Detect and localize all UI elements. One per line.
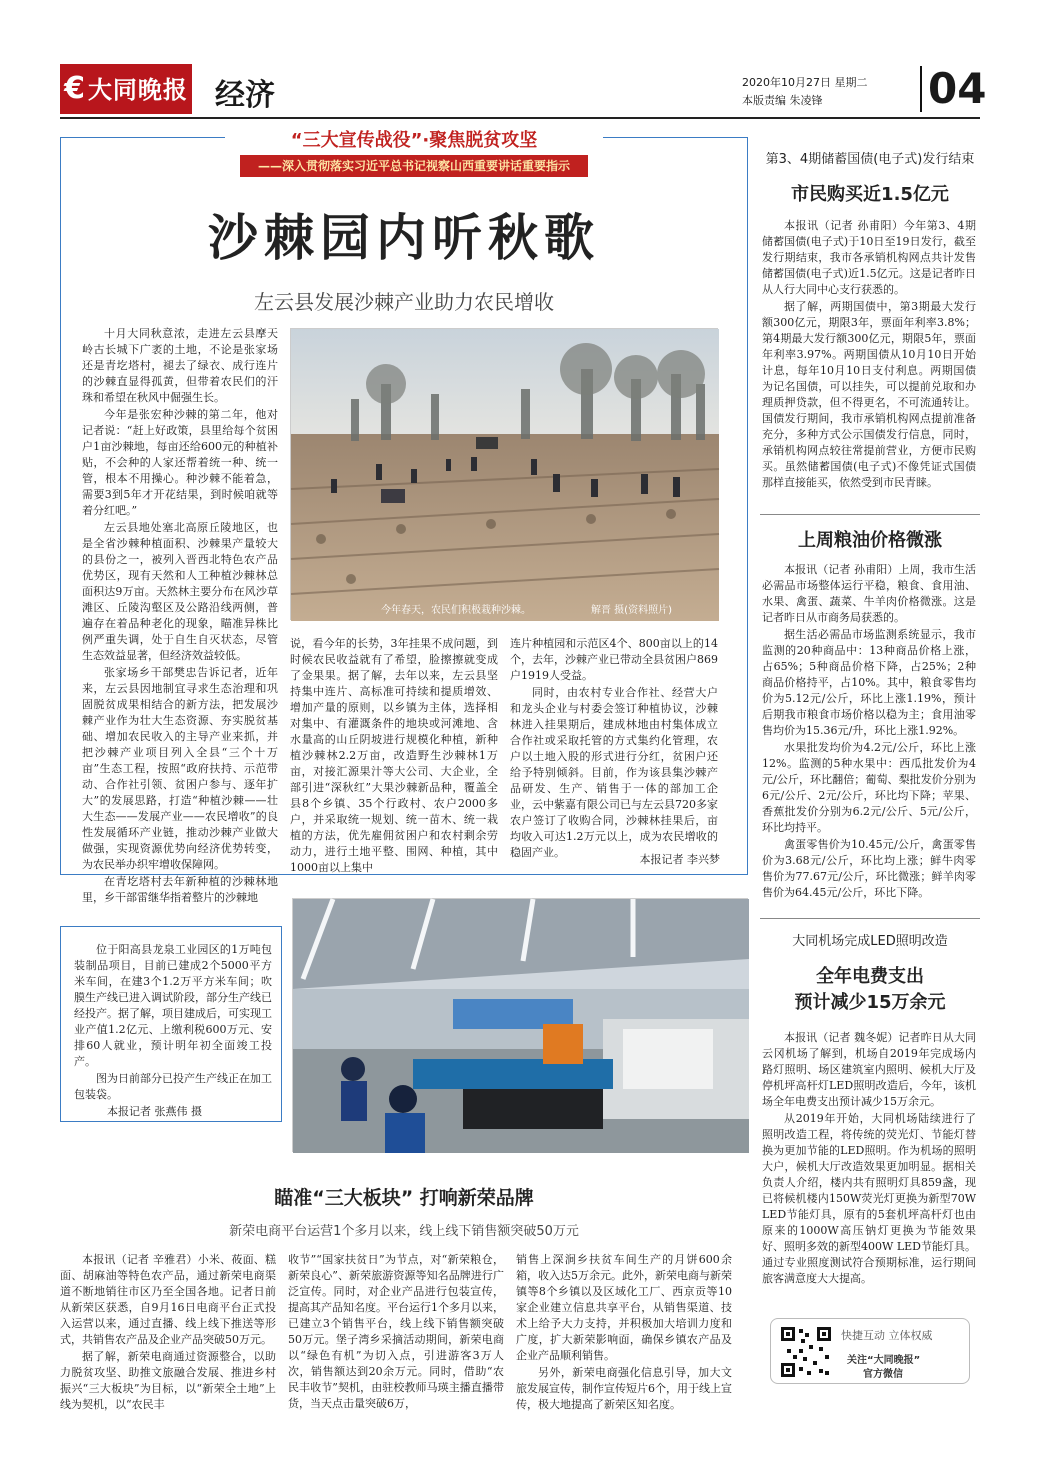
paragraph: 十月大同秋意浓，走进左云县摩天岭古长城下广袤的土地，不论是张家场还是青圪塔村，褪去了绿衣、成行连片的沙棘直显得孤黄，但带着农民们的汗珠和希望在秋风中倔强生长。 — [82, 327, 278, 404]
photo-credit: 解晋 摄(资料照片) — [591, 605, 672, 616]
airport-article — [762, 1030, 976, 1310]
editor-line: 本版责编 朱凌锋 — [742, 94, 823, 107]
paragraph: 从2019年开始，大同机场陆续进行了照明改造工程，将传统的荧光灯、节能灯替换为更加节能的LED照明。作为机场的照明大户，候机大厅改造效果更加明显。据相关负责人介绍，楼内共有照明灯具859盏，现已将候机楼内150W荧光灯更换为新型70W LED节能灯具，原有的5套机坪高杆灯也由原来的1000W高压钠灯更换为节能效果好、照明多效的新型400W LED节能灯具。通过专业照度测试符合预期标准，运行期间旅客满意度大大提高。 — [762, 1112, 976, 1285]
paragraph: 图为日前部分已投产生产线正在加工包装袋。 — [74, 1072, 272, 1101]
paragraph: 连片种植园和示范区4个、800亩以上的14个，去年，沙棘产业已带动全县贫困户869户1919人受益。 — [510, 637, 718, 682]
bottom-column-3 — [516, 1252, 732, 1428]
paragraph: 据了解，新荣电商通过资源整合，以助力脱贫攻坚、助推文旅融合发展、推进乡村振兴“三大板块”为目标，以“新荣全土地”上线为契机，以“农民丰 — [60, 1350, 276, 1411]
paragraph: 销售上深涧乡扶贫车间生产的月饼600余箱，收入达5万余元。此外，新荣电商与新荣镇等8个乡镇以及区域化工厂、西京贡等10家企业建立信息共享平台，从销售渠道、技术上给予大力支持，并积极加大培训力度和广度，扩大新荣影响面，确保乡镇农产品及企业产品顺利销售。 — [516, 1253, 732, 1362]
grain-oil-headline: 上周粮油价格微涨 — [798, 530, 942, 551]
photo-caption: 今年春天，农民们积极栽种沙棘。 — [381, 605, 531, 616]
qr-line1: 关注“大同晚报” — [847, 1355, 921, 1366]
masthead-rule — [60, 117, 980, 119]
paragraph: 本报讯（记者 辛雅君）小米、莜面、糕面、胡麻油等特色农产品，通过新荣电商渠道不断地销往市区乃至全国各地。记者日前从新荣区获悉，自9月16日电商平台正式投入运营以来，通过直播、线上线下推送等形式，共销售农产品及企业产品突破50万元。 — [60, 1253, 276, 1346]
qr-line2: 官方微信 — [863, 1369, 903, 1380]
paragraph: 据生活必需品市场监测系统显示，我市监测的20种商品中：13种商品价格上涨，占65%；5种商品价格下降，占25%；2种商品价格持平，占10%。其中，粮食零售均价为5.12元/公斤，环比上涨1.19%，预计后期我市粮食市场价格以稳为主；食用油零售均价为15.36元/升，环比上涨1.92%。 — [762, 628, 976, 737]
paragraph: 禽蛋零售价为10.45元/公斤，禽蛋零售价为3.68元/公斤，环比均上涨；鲜牛肉零售价为77.67元/公斤，环比微涨；鲜羊肉零售价为64.45元/公斤，环比下降。 — [762, 838, 976, 899]
airport-kicker: 大同机场完成LED照明改造 — [792, 934, 948, 949]
paragraph: 本报讯（记者 孙甫阳）今年第3、4期储蓄国债(电子式)于10日至19日发行，截至发行期结束，我市各承销机构网点共计发售储蓄国债(电子式)近1.5亿元。这是记者昨日从人行大同中心支行获悉的。 — [762, 219, 976, 296]
paragraph: 张家场乡干部樊忠告诉记者，近年来，左云县因地制宜寻求生态治理和巩固脱贫成果相结合的新方法，把发展沙棘产业作为壮大生态资源、夯实脱贫基础、增加农民收入的主导产业来抓，并把沙棘产业项目列入全县“三个十万亩”生态工程，按照“政府扶持、示范带动、合作社引领、贫困户参与、逐年扩大”的发展思路，打造“种植沙棘——壮大生态——发展产业——农民增收”的良性发展循环产业链，推动沙棘产业做大做强，实现资源优势向经济优势转变，为农民举办织牢增收保障网。 — [82, 666, 278, 871]
column-divider — [760, 918, 980, 919]
feature-byline: 本报记者 李兴梦 — [639, 853, 720, 866]
paragraph: 水果批发均价为4.2元/公斤，环比上涨12%。监测的5种水果中：西瓜批发价为4元/公斤，环比翻倍；葡萄、梨批发价分别为6元/公斤、2元/公斤，环比均下降；苹果、香蕉批发价分别为6.2元/公斤、5元/公斤，环比均持平。 — [762, 741, 976, 834]
airport-headline-line1: 全年电费支出 — [816, 966, 924, 987]
column-divider — [760, 514, 980, 515]
feature-headline: 沙棘园内听秋歌 — [208, 209, 600, 267]
qr-code-icon[interactable] — [779, 1325, 833, 1379]
paragraph: 同时，由农村专业合作社、经营大户和龙头企业与村委会签订种植协议，沙棘林进入挂果期后，建成林地由村集体成立合作社或采取托管的方式集约化管理，农户以土地入股的形式进行分红，贫困户还给予特别倾斜。目前，作为该县集沙棘产品研发、生产、销售于一体的部加工企业，云中紫嘉有限公司已与左云县720多家农户签订了收购合同，沙棘林挂果后，亩均收入可达1.2万元以上，成为农民增收的稳固产业。 — [510, 686, 718, 859]
feature-column-3 — [510, 636, 718, 859]
factory-story-text — [74, 942, 272, 1118]
paragraph: 左云县地处塞北高原丘陵地区，也是全省沙棘种植面积、沙棘果产量较大的县份之一，被列入晋西北特色农产品优势区，现有天然和人工种植沙棘林总面积达9万亩。天然林主要分布在风沙草滩区、丘陵沟壑区及公路沿线两侧，普遍存在着品种老化的现象，瞄准异株比例严重失调，处于自生自灭状态，尽管生态效益显著，但经济效益较低。 — [82, 521, 278, 662]
wechat-qr-panel — [770, 1318, 970, 1384]
masthead-info — [742, 74, 868, 110]
paragraph: 另外，新荣电商强化信息引导，加大文旅发展宣传，制作宣传短片6个，用于线上宣传，极大地提高了新荣区知名度。 — [516, 1366, 732, 1411]
qr-title: 快捷互动 立体权威 — [841, 1329, 933, 1342]
bottom-column-1 — [60, 1252, 276, 1428]
paragraph: 收节”“国家扶贫日”为节点，对“新荣粮仓，新荣良心”、新荣旅游资源等知名品牌进行广泛宣传。同时，对企业产品进行包装宣传，提高其产品知名度。平台运行1个多月以来，已建立3个销售平台，线上线下销售额突破50万元。堡子湾乡采摘活动期间，新荣电商以“绿色有机”为切入点，引进游客3万人次，销售额达到20余万元。同时，借助“农民丰收节”契机，由驻校教师马瑛主播直播带货，当天点击量突破6万， — [288, 1253, 504, 1410]
bond-kicker: 第3、4期储蓄国债(电子式)发行结束 — [765, 152, 975, 167]
feature-column-1 — [82, 326, 278, 904]
feature-subhead: 左云县发展沙棘产业助力农民增收 — [254, 290, 554, 314]
logo-text: 大同晚报 — [87, 76, 188, 104]
bottom-headline: 瞄准“三大板块” 打响新荣品牌 — [274, 1187, 534, 1209]
factory-photo-image — [293, 899, 749, 1153]
bottom-subhead: 新荣电商平台运营1个多月以来，线上线下销售额突破50万元 — [229, 1224, 579, 1239]
field-photo — [290, 328, 718, 620]
paragraph: 位于阳高县龙泉工业园区的1万吨包装制品项目，目前已建成2个5000平方米车间，在建3个1.2万平方米车间；吹膜生产线已进入调试阶段，部分生产线已经投产。据了解，项目建成后，可实现工业产值1.2亿元、上缴利税600万元、安排60人就业，预计明年初全面竣工投产。 — [74, 943, 272, 1068]
date-line: 2020年10月27日 星期二 — [742, 76, 868, 89]
paragraph: 在青圪塔村去年新种植的沙棘林地里，乡干部雷继华指着整片的沙棘地 — [82, 875, 278, 904]
bond-headline: 市民购买近1.5亿元 — [791, 184, 949, 205]
bond-article — [762, 218, 976, 510]
masthead-divider — [920, 66, 922, 112]
factory-byline: 本报记者 张燕伟 摄 — [107, 1105, 202, 1118]
field-photo-image — [291, 329, 719, 621]
paragraph: 说，看今年的长势，3年挂果不成问题，到时候农民收益就有了希望，脸擦擦就变成了金果果。据了解，去年以来，左云县坚持集中连片、高标准可持续和提质增效、增加产量的原则，以乡镇为主体，选择相对集中、有灌溉条件的地块或河滩地、含水量高的山丘阴坡进行规模化种植，新种植沙棘林2.2万亩，改造野生沙棘林1万亩，对接汇源果汁等大公司、大企业，全部引进“深秋红”大果沙棘新品种，覆盖全县8个乡镇、35个行政村、农户2000多户，并采取统一规划、统一苗木、统一栽植的方法，优先雇佣贫困户和农村剩余劳动力，进行土地平整、围网、种植，其中1000亩以上集中 — [290, 637, 498, 874]
paragraph: 本报讯（记者 孙甫阳）上周，我市生活必需品市场整体运行平稳，粮食、食用油、水果、禽蛋、蔬菜、牛羊肉价格微涨。这是记者昨日从市商务局获悉的。 — [762, 563, 976, 624]
paragraph: 今年是张宏种沙棘的第二年，他对记者说：“赶上好政策，县里给每个贫困户1亩沙棘地，每亩还给600元的种植补贴，不会种的人家还帮着统一种、统一管，根本不用操心。种沙棘不能着急，需要3到5年才开花结果，到时候咱就等着分红吧。” — [82, 408, 278, 517]
campaign-banner-title: “三大宣传战役”·聚焦脱贫攻坚 — [225, 126, 603, 152]
airport-headline-line2: 预计减少15万余元 — [794, 992, 946, 1013]
newspaper-logo — [60, 64, 192, 114]
section-title: 经济 — [215, 78, 275, 113]
page-number: 04 — [928, 64, 987, 113]
feature-column-2 — [290, 636, 498, 874]
factory-photo — [292, 898, 748, 1152]
bottom-column-2 — [288, 1252, 504, 1428]
grain-oil-article — [762, 562, 976, 912]
campaign-banner-subtitle: ——深入贯彻落实习近平总书记视察山西重要讲话重要指示 — [240, 155, 588, 177]
paragraph: 本报讯（记者 魏冬妮）记者昨日从大同云冈机场了解到，机场自2019年完成场内路灯照明、场区建筑室内照明、候机大厅及停机坪高杆灯LED照明改造后，今年，该机场全年电费支出预计减少15万余元。 — [762, 1031, 976, 1108]
logo-mark-icon: € — [64, 71, 86, 106]
paragraph: 据了解，两期国债中，第3期最大发行额300亿元，期限3年，票面年利率3.8%；第4期最大发行额300亿元，期限5年，票面年利率3.97%。两期国债从10月10日开始计息，每年10月10日支付利息。两期国债为记名国债，可以挂失，可以提前兑取和办理质押贷款，但不得更名，不可流通转让。国债发行期间，我市承销机构网点提前准备充分，多种方式公示国债发行信息，同时，承销机构网点较往常提前营业，方便市民购买。虽然储蓄国债(电子式)不像凭证式国债那样直接能买，依然受到市民青睐。 — [762, 300, 976, 489]
